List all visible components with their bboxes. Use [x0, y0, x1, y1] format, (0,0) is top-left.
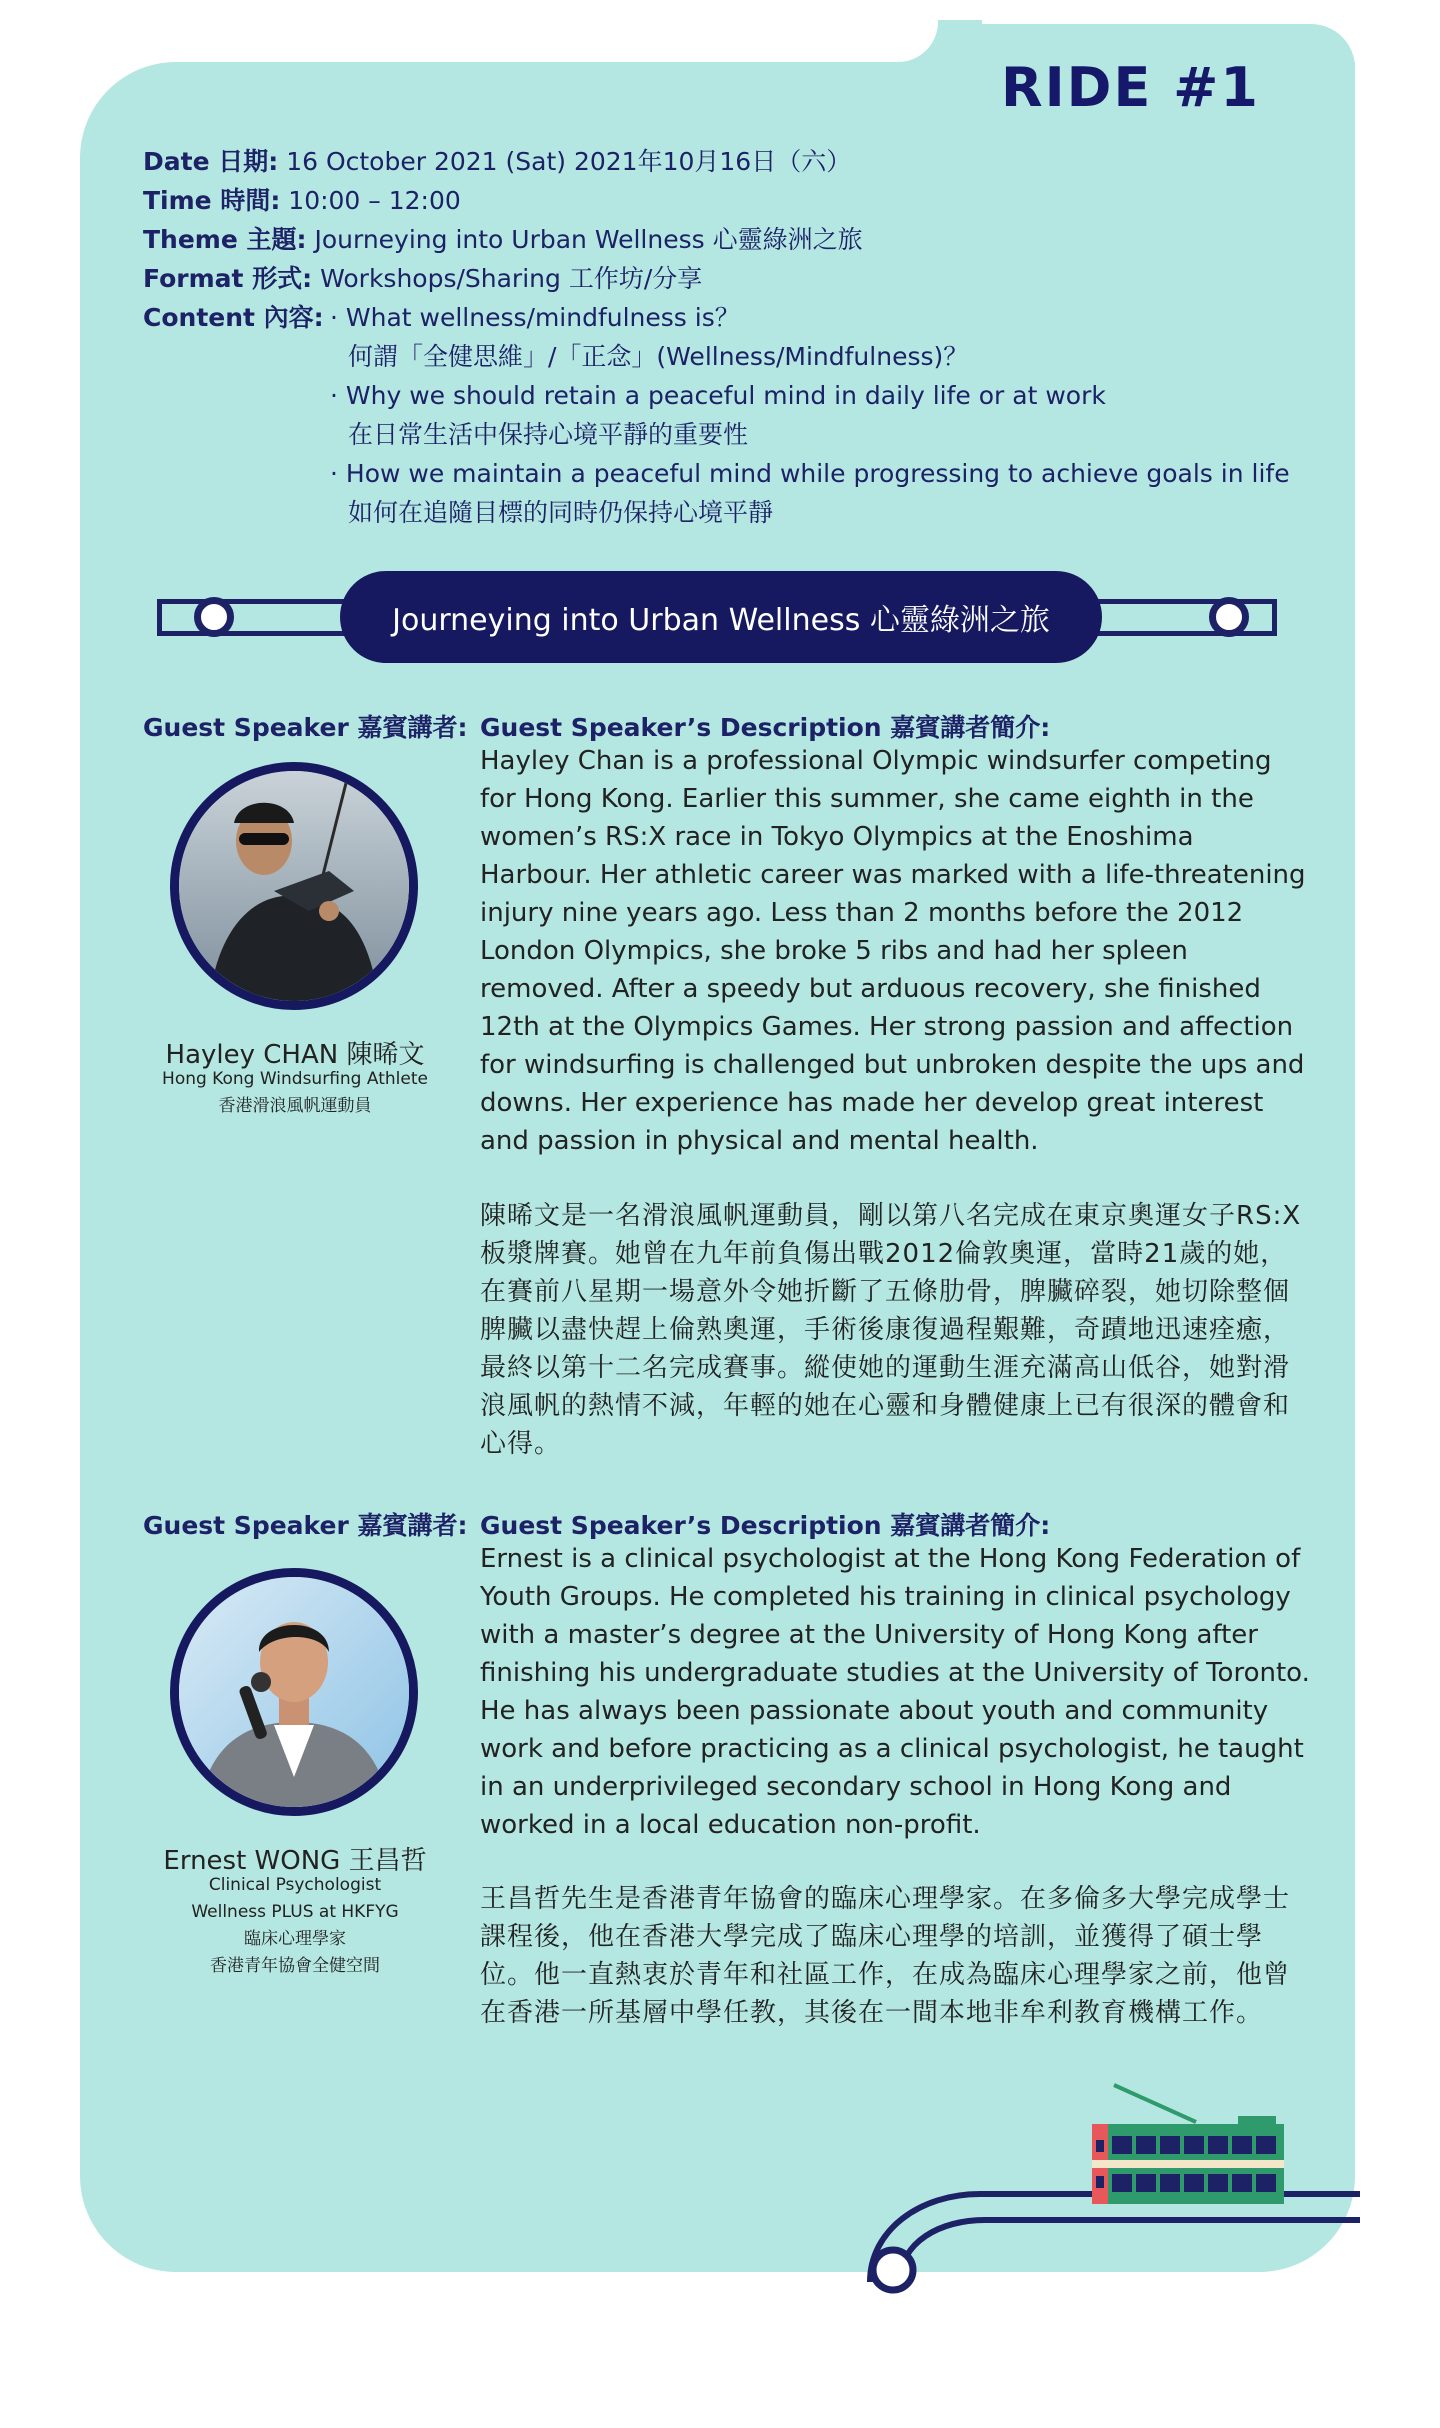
detail-date — [143, 142, 863, 181]
content-item-en: · Why we should retain a peaceful mind in daily life or at work — [330, 381, 1106, 410]
speaker-description-label: Guest Speaker’s Description 嘉賓講者簡介: — [480, 1511, 1051, 1540]
speaker-role: 臨床心理學家 — [244, 1929, 346, 1949]
content-item-zh: 何謂「全健思維」/「正念」(Wellness/Mindfulness)？ — [348, 342, 969, 371]
speaker-subtitle — [120, 1872, 470, 1980]
detail-value: 10:00 – 12:00 — [288, 186, 461, 215]
speaker-avatar-ernest — [170, 1568, 418, 1816]
content-item-zh: 如何在追隨目標的同時仍保持心境平靜 — [348, 498, 774, 527]
speaker-role: Hong Kong Windsurfing Athlete — [162, 1069, 428, 1089]
detail-theme — [143, 220, 863, 259]
detail-label: Content 內容: — [143, 303, 324, 332]
track-cap — [1272, 599, 1277, 636]
content-item-en: · What wellness/mindfulness is？ — [330, 303, 740, 332]
track-rail — [900, 2220, 1360, 2282]
speaker-name: Ernest WONG 王昌哲 — [163, 1846, 427, 1876]
speaker-description-zh: 陳晞文是一名滑浪風帆運動員，剛以第八名完成在東京奧運女子RS:X板漿牌賽。她曾在九年前負傷出戰2012倫敦奧運，當時21歲的她，在賽前八星期一場意外令她折斷了五條肋骨，脾臟碎裂，她切除整個脾臟以盡快趕上倫熟奧運，手術後康復過程艱難，奇蹟地迅速痊癒，最終以第十二名完成賽事。縱使她的運動生涯充滿高山低谷，她對滑浪風帆的熱情不減，年輕的她在心靈和身體健康上已有很深的體會和心得。 — [480, 1201, 1302, 1459]
windsurfer-photo-icon — [179, 771, 409, 1001]
speaker-role: 香港青年協會全健空間 — [210, 1956, 380, 1976]
detail-label: Format 形式: — [143, 264, 313, 293]
speaker-description-en: Ernest is a clinical psychologist at the Hong Kong Federation of Youth Groups. He completed his training in clinical psychology with a master’s degree at the University of Hong Kong after finishing his undergraduate studies at the University of Toronto. He has always been passionate about youth and community work and before practicing as a clinical psychologist, he taught in an underprivileged secondary school in Hong Kong and worked in a local education non-profit. — [480, 1544, 1310, 1840]
speaker-subtitle — [120, 1066, 470, 1120]
detail-label: Time 時間: — [143, 186, 281, 215]
speaker-role: Clinical Psychologist — [208, 1875, 382, 1895]
detail-time — [143, 181, 863, 220]
speaker-role: 香港滑浪風帆運動員 — [218, 1096, 372, 1116]
guest-speaker-label: Guest Speaker 嘉賓講者: — [143, 713, 468, 742]
speaker-role: Wellness PLUS at HKFYG — [191, 1902, 399, 1922]
guest-speaker-label: Guest Speaker 嘉賓講者: — [143, 1511, 468, 1540]
detail-label: Theme 主題: — [143, 225, 307, 254]
detail-label: Date 日期: — [143, 147, 279, 176]
track-node — [194, 597, 234, 637]
speaker-description-zh: 王昌哲先生是香港青年協會的臨床心理學家。在多倫多大學完成學士課程後，他在香港大學完成了臨床心理學的培訓，並獲得了碩士學位。他一直熱衷於青年和社區工作，在成為臨床心理學家之前，他曾在香港一所基層中學任教，其後在一間本地非牟利教育機構工作。 — [480, 1884, 1291, 2028]
theme-banner: Journeying into Urban Wellness 心靈綠洲之旅 — [340, 571, 1102, 663]
detail-format — [143, 259, 863, 298]
tram-track-decoration — [0, 2060, 1440, 2320]
content-list — [330, 298, 1290, 532]
detail-value: 16 October 2021 (Sat) 2021年10月16日（六） — [286, 147, 852, 176]
detail-value: Journeying into Urban Wellness 心靈綠洲之旅 — [314, 225, 863, 254]
content-item-en: · How we maintain a peaceful mind while progressing to achieve goals in life — [330, 459, 1290, 488]
ride-title: RIDE #1 — [1000, 56, 1260, 119]
track-node — [1209, 597, 1249, 637]
speaker-avatar-hayley — [170, 762, 418, 1010]
tab-fillet — [880, 20, 938, 62]
track-rail — [870, 2194, 1360, 2282]
speaker-photo-icon — [179, 1577, 409, 1807]
speaker-description-label: Guest Speaker’s Description 嘉賓講者簡介: — [480, 713, 1051, 742]
content-item-zh: 在日常生活中保持心境平靜的重要性 — [348, 420, 749, 449]
track-cap — [157, 599, 162, 636]
speaker-description-en: Hayley Chan is a professional Olympic windsurfer competing for Hong Kong. Earlier this summer, she came eighth in the women’s RS:X race in Tokyo Olympics at the Enoshima Harbour. Her athletic career was marked with a life-threatening injury nine years ago. Less than 2 months before the 2012 London Olympics, she broke 5 ribs and had her spleen removed. After a speedy but arduous recovery, she finished 12th at the Olympics Games. Her strong passion and affection for windsurfing is challenged but unbroken despite the ups and downs. Her experience has made her develop great interest and passion in physical and mental health. — [480, 746, 1306, 1156]
detail-value: Workshops/Sharing 工作坊/分享 — [320, 264, 703, 293]
speaker-name: Hayley CHAN 陳晞文 — [165, 1040, 425, 1070]
track-node — [873, 2250, 913, 2290]
tram-icon — [1092, 2085, 1284, 2204]
